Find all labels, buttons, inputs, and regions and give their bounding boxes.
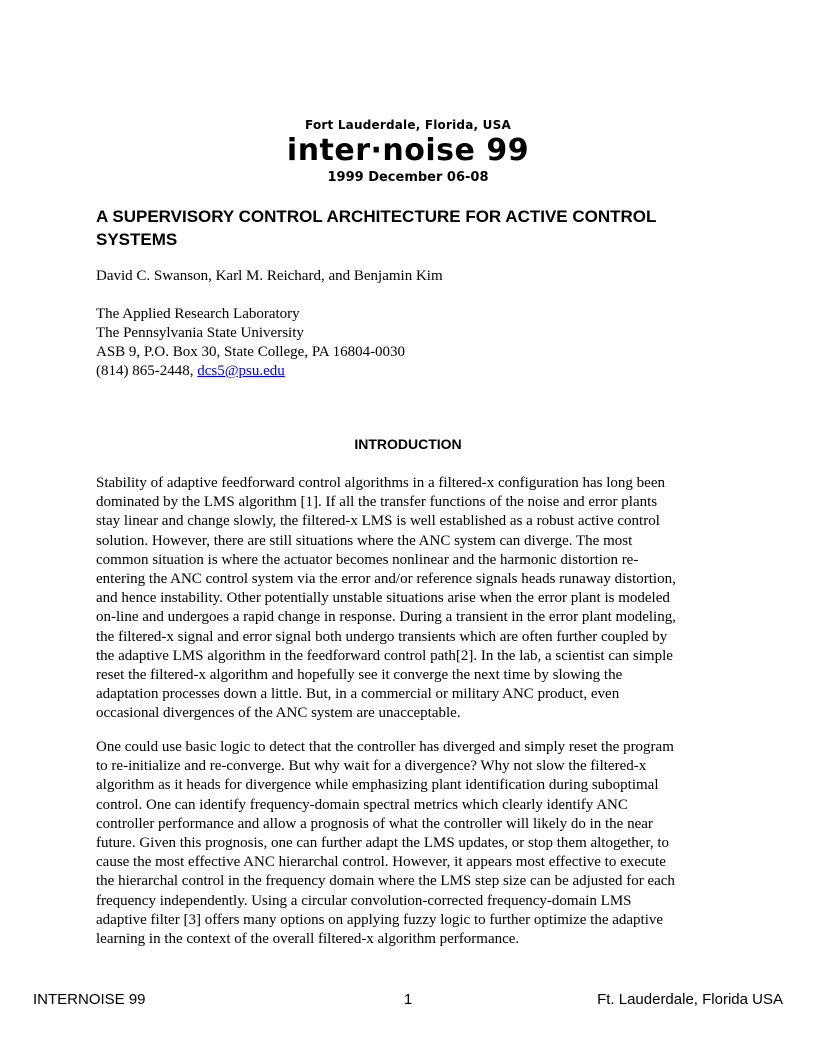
paragraph-line: and hence instability. Other potentially unstable situations arise when the error plant is modeled (96, 590, 670, 607)
paragraph-line: the adaptive LMS algorithm in the feedforward control path[2]. In the lab, a scientist can simple (96, 647, 673, 664)
paragraph-line: learning in the context of the overall filtered-x algorithm performance. (96, 931, 520, 948)
affiliation-lab: The Applied Research Laboratory (96, 306, 300, 322)
author-list: David C. Swanson, Karl M. Reichard, and Benjamin Kim (96, 268, 443, 284)
paper-title: A SUPERVISORY CONTROL ARCHITECTURE FOR ACTIVE CONTROL SYSTEMS (96, 207, 657, 249)
phone-number: (814) 865-2448, (96, 363, 194, 379)
paragraph-line: controller performance and allow a prognosis of what the controller will likely do in the near (96, 815, 653, 832)
conference-logo: inter·noise 99 (286, 133, 530, 168)
paragraph-line: solution. However, there are still situations where the ANC system can diverge. The most (96, 532, 633, 549)
footer-conference-name: INTERNOISE 99 (33, 991, 146, 1008)
paragraph-line: frequency independently. Using a circular convolution-corrected frequency-domain LMS (96, 892, 632, 909)
footer-page-number: 1 (403, 991, 413, 1008)
paragraph-line: the filtered-x signal and error signal both undergo transients which are often further coupled by (96, 628, 668, 645)
paragraph-line: control. One can identify frequency-domain spectral metrics which clearly identify ANC (96, 796, 628, 813)
paragraph-line: Stability of adaptive feedforward control algorithms in a filtered-x configuration has long been (96, 475, 665, 491)
body-paragraph-2 (96, 738, 736, 949)
paragraph-line: dominated by the LMS algorithm [1]. If all the transfer functions of the noise and error plants (96, 494, 658, 511)
paragraph-line: adaptation processes down a little. But, in a commercial or military ANC product, even (96, 686, 620, 703)
paragraph-line: One could use basic logic to detect that the controller has diverged and simply reset the program (96, 739, 674, 755)
affiliation-address: ASB 9, P.O. Box 30, State College, PA 16804-0030 (96, 344, 406, 360)
paragraph-line: reset the filtered-x algorithm and hopefully see it converge the next time by slowing the (96, 667, 623, 684)
paragraph-line: occasional divergences of the ANC system are unacceptable. (96, 705, 461, 722)
paragraph-line: common situation is where the actuator becomes nonlinear and the harmonic distortion re- (96, 551, 639, 568)
conference-date: 1999 December 06-08 (327, 170, 489, 185)
paragraph-line: adaptive filter [3] offers many options on applying fuzzy logic to further optimize the adaptive (96, 911, 664, 928)
section-heading-introduction: INTRODUCTION (354, 436, 462, 452)
paragraph-line: entering the ANC control system via the error and/or reference signals heads runaway distortion, (96, 571, 676, 588)
email-link[interactable]: dcs5@psu.edu (197, 363, 285, 379)
paragraph-line: cause the most effective ANC hierarchal control. However, it appears most effective to execute (96, 854, 666, 871)
paragraph-line: to re-initialize and re-converge. But why wait for a divergence? Why not slow the filtered-x (96, 758, 647, 775)
conference-location: Fort Lauderdale, Florida, USA (305, 118, 511, 132)
affiliation-contact (96, 362, 405, 381)
footer-location: Ft. Lauderdale, Florida USA (597, 991, 783, 1008)
paragraph-line: on-line and undergoes a rapid change in response. During a transient in the error plant modeling, (96, 609, 676, 626)
paragraph-line: algorithm as it heads for divergence while emphasizing plant identification during suboptimal (96, 777, 659, 794)
paragraph-line: stay linear and change slowly, the filtered-x LMS is well established as a robust active control (96, 513, 660, 530)
paragraph-line: the hierarchal control in the frequency domain where the LMS step size can be adjusted for each (96, 873, 675, 890)
affiliation-block (96, 305, 405, 381)
body-paragraph-1 (96, 474, 736, 724)
affiliation-university: The Pennsylvania State University (96, 325, 304, 341)
paragraph-line: future. Given this prognosis, one can further adapt the LMS updates, or stop them altogether, to (96, 835, 670, 852)
